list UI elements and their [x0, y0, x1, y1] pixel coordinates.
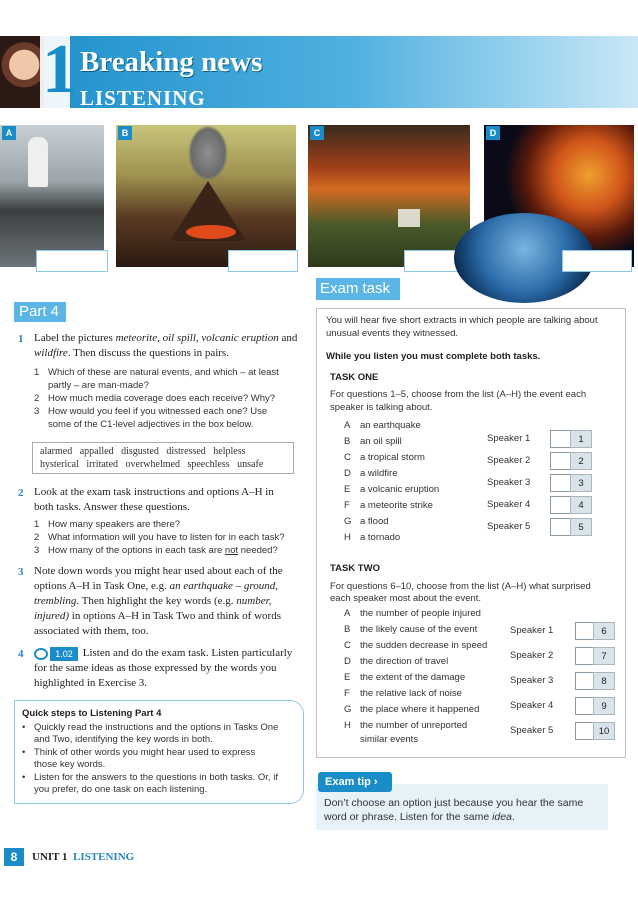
ex3-l5: associated with them, too. [34, 625, 149, 637]
task-one-answer-box[interactable] [550, 430, 572, 448]
unit-number: 1 [42, 31, 77, 108]
ex3-l3: . Then highlight the key words (e.g. [76, 595, 237, 607]
part4-label: Part 4 [14, 302, 66, 322]
task-two-option-text: the extent of the damage [360, 672, 466, 683]
ex1-text-a: Label the pictures [34, 332, 116, 344]
ex2-q1: How many speakers are there? [48, 519, 181, 530]
task-two-speaker-label: Speaker 1 [510, 625, 554, 636]
task-one-option-text: a flood [360, 516, 389, 527]
task-one-option-text: a volcanic eruption [360, 484, 440, 495]
bullet-icon: • [22, 747, 26, 758]
task-one-option-text: a meteorite strike [360, 500, 433, 511]
ex1-text-b: and [278, 332, 298, 344]
ex3-l3-em: trembling [34, 595, 77, 607]
task-two-option-letter: G [344, 704, 352, 715]
footer-section: LISTENING [73, 851, 135, 863]
quick-step-2-l1: Think of other words you might hear used to express [34, 747, 256, 758]
task-one-heading: TASK ONE [330, 372, 379, 383]
oil-spill-photo [0, 125, 104, 267]
ex2-q3-underline: not [224, 545, 239, 556]
exam-intro-l2: unusual events they witnessed. [326, 328, 459, 339]
quick-step-3-l2: you prefer, do one task on each listening. [34, 784, 208, 795]
exam-tip-text: Exam tip [325, 776, 371, 788]
exam-tip-l2 [324, 811, 515, 823]
exercise-4-number: 4 [18, 648, 24, 660]
ex2-q3-a: How many of the options in each task are [48, 545, 225, 556]
ex1-q3-num: 3 [34, 406, 40, 417]
ex4-l2: for the same ideas as those expressed by the words you [34, 662, 277, 674]
exercise-3-number: 3 [18, 566, 24, 578]
exam-tip-l2-a: word or phrase. Listen for the same [324, 811, 493, 823]
quick-steps-title: Quick steps to Listening Part 4 [22, 708, 162, 719]
ex1-q2-num: 2 [34, 393, 40, 404]
task-two-option-text: the sudden decrease in speed [360, 640, 488, 651]
ex1-line2: . Then discuss the questions in pairs. [67, 347, 229, 359]
photo-letter-a: A [2, 126, 16, 140]
task-one-option-text: a wildfire [360, 468, 398, 479]
task-two-speaker-label: Speaker 2 [510, 650, 554, 661]
task-one-answer-box[interactable] [550, 496, 572, 514]
photo-letter-d: D [486, 126, 500, 140]
task-one-question-number: 1 [570, 430, 592, 448]
task-two-option-text: the number of people injured [360, 608, 481, 619]
exercise-1-text [34, 331, 304, 361]
task-two-option-letter: D [344, 656, 351, 667]
task-two-option-text: the relative lack of noise [360, 688, 462, 699]
ex1-q2-l1: How much media coverage does each receive? Why? [48, 393, 276, 404]
task-one-option-letter: F [344, 500, 350, 511]
photo-label-box-b[interactable] [228, 250, 298, 272]
house-shape [398, 209, 420, 227]
exam-tip-label [318, 772, 392, 792]
lava-glow [186, 225, 236, 239]
quick-step-1-l2: and Two, identifying the key words in both. [34, 734, 213, 745]
quick-step-3-l1: Listen for the answers to the questions in both tasks. Or, if [34, 772, 278, 783]
photo-label-box-d[interactable] [562, 250, 632, 272]
task-two-option-letter: B [344, 624, 351, 635]
volcano-photo [116, 125, 296, 267]
exam-tip-l1: Don’t choose an option just because you hear the same [324, 797, 584, 809]
wildfire-photo [308, 125, 470, 267]
headphones-person-photo [0, 36, 44, 108]
ex2-q3-num: 3 [34, 545, 40, 556]
meteorite-photo [484, 125, 634, 267]
task-two-option-text: the place where it happened [360, 704, 480, 715]
task-one-answer-box[interactable] [550, 474, 572, 492]
ex4-l1: Listen and do the exam task. Listen particularly [80, 647, 293, 659]
ex1-q3-l2: some of the C1-level adjectives in the box below. [48, 419, 254, 430]
task-one-option-letter: B [344, 436, 351, 447]
task-one-speaker-label: Speaker 3 [487, 477, 531, 488]
task-one-option-letter: H [344, 532, 351, 543]
task-one-question-number: 5 [570, 518, 592, 536]
task-one-q-l2: speaker is talking about. [330, 402, 433, 413]
task-two-option-letter: C [344, 640, 351, 651]
ex1-line2-em: wildfire [34, 347, 68, 359]
chevron-right-icon: › [373, 776, 378, 788]
task-one-option-letter: G [344, 516, 352, 527]
task-two-q-l2: each speaker most about the event. [330, 593, 482, 604]
photo-letter-b: B [118, 126, 132, 140]
ex2-q1-num: 1 [34, 519, 40, 530]
ex2-l1: Look at the exam task instructions and options A–H in [34, 486, 274, 498]
task-two-question-number: 6 [593, 622, 615, 640]
ex2-q3-b: needed? [238, 545, 278, 556]
task-two-option-letter: F [344, 688, 350, 699]
task-two-q-l1: For questions 6–10, choose from the list (A–H) what surprised [330, 581, 591, 592]
task-one-option-letter: E [344, 484, 351, 495]
task-two-option-h-l2: similar events [360, 734, 419, 745]
task-two-heading: TASK TWO [330, 563, 380, 574]
audio-track-badge[interactable]: 1.02 [50, 647, 78, 661]
task-one-question-number: 4 [570, 496, 592, 514]
task-two-question-number: 7 [593, 647, 615, 665]
task-one-speaker-label: Speaker 2 [487, 455, 531, 466]
exam-intro-l1: You will hear five short extracts in which people are talking about [326, 315, 598, 326]
ex1-q3-l1: How would you feel if you witnessed each one? Use [48, 406, 268, 417]
page-number: 8 [4, 848, 24, 866]
page-subtitle: LISTENING [80, 86, 206, 110]
task-one-option-letter: A [344, 420, 351, 431]
bullet-icon: • [22, 772, 26, 783]
adjectives-line-2: hysterical irritated overwhelmed speechless unsafe [40, 459, 264, 470]
task-two-option-text: the likely cause of the event [360, 624, 478, 635]
exam-instruction: While you listen you must complete both tasks. [326, 351, 541, 362]
task-one-option-letter: D [344, 468, 351, 479]
exam-task-label: Exam task [316, 278, 400, 300]
task-two-option-letter: E [344, 672, 351, 683]
photo-label-box-a[interactable] [36, 250, 108, 272]
ex2-q2: What information will you have to listen for in each task? [48, 532, 285, 543]
task-two-option-letter: H [344, 720, 351, 731]
task-two-speaker-label: Speaker 5 [510, 725, 554, 736]
ex3-l4: in options A–H in Task Two and think of words [69, 610, 281, 622]
exam-tip-l2-em: idea [492, 811, 512, 823]
footer-label [32, 851, 134, 863]
task-one-question-number: 2 [570, 452, 592, 470]
ex3-l3-em2: number, [236, 595, 272, 607]
exercise-3-text [34, 564, 304, 639]
ex1-q1-num: 1 [34, 367, 40, 378]
task-one-speaker-label: Speaker 1 [487, 433, 531, 444]
ex1-q1-l1: Which of these are natural events, and which – at least [48, 367, 279, 378]
quick-step-2-l2: those key words. [34, 759, 106, 770]
task-one-option-letter: C [344, 452, 351, 463]
task-one-option-text: a tropical storm [360, 452, 425, 463]
photo-letter-c: C [310, 126, 324, 140]
footer-unit: UNIT 1 [32, 851, 68, 863]
task-two-option-letter: A [344, 608, 351, 619]
bullet-icon: • [22, 722, 26, 733]
worker-figure [28, 137, 48, 187]
task-one-answer-box[interactable] [550, 452, 572, 470]
ex3-l2-a: options A–H in Task One, e.g. [34, 580, 170, 592]
ex2-l2: both tasks. Answer these questions. [34, 501, 190, 513]
task-two-option-text: the number of unreported [360, 720, 468, 731]
quick-step-1-l1: Quickly read the instructions and the options in Tasks One [34, 722, 279, 733]
ex3-l4-em: injured) [34, 610, 70, 622]
ex1-text-em: meteorite, oil spill, volcanic eruption [115, 332, 279, 344]
task-one-q-l1: For questions 1–5, choose from the list (A–H) the event each [330, 389, 587, 400]
exam-tip-l2-b: . [511, 811, 515, 823]
task-one-speaker-label: Speaker 5 [487, 521, 531, 532]
page-title: Breaking news [80, 46, 263, 78]
task-two-question-number: 9 [593, 697, 615, 715]
ex4-l3: highlighted in Exercise 3. [34, 677, 148, 689]
task-two-speaker-label: Speaker 4 [510, 700, 554, 711]
exercise-1-number: 1 [18, 333, 24, 345]
exercise-2-number: 2 [18, 487, 24, 499]
task-one-speaker-label: Speaker 4 [487, 499, 531, 510]
ex2-q3 [48, 544, 278, 557]
audio-cd-icon[interactable] [34, 648, 48, 660]
ex3-l2-em: an earthquake – ground, [169, 580, 278, 592]
ex1-q1-l2: partly – are man-made? [48, 380, 149, 391]
task-two-option-text: the direction of travel [360, 656, 449, 667]
task-two-speaker-label: Speaker 3 [510, 675, 554, 686]
task-one-option-text: an oil spill [360, 436, 402, 447]
task-two-question-number: 8 [593, 672, 615, 690]
adjectives-line-1: alarmed appalled disgusted distressed helpless [40, 446, 246, 457]
task-one-option-text: a tornado [360, 532, 401, 543]
task-one-answer-box[interactable] [550, 518, 572, 536]
task-two-question-number: 10 [593, 722, 615, 740]
smoke-plume [188, 125, 228, 181]
task-one-option-text: an earthquake [360, 420, 421, 431]
ex3-l1: Note down words you might hear used about each of the [34, 565, 283, 577]
ex2-q2-num: 2 [34, 532, 40, 543]
task-one-question-number: 3 [570, 474, 592, 492]
